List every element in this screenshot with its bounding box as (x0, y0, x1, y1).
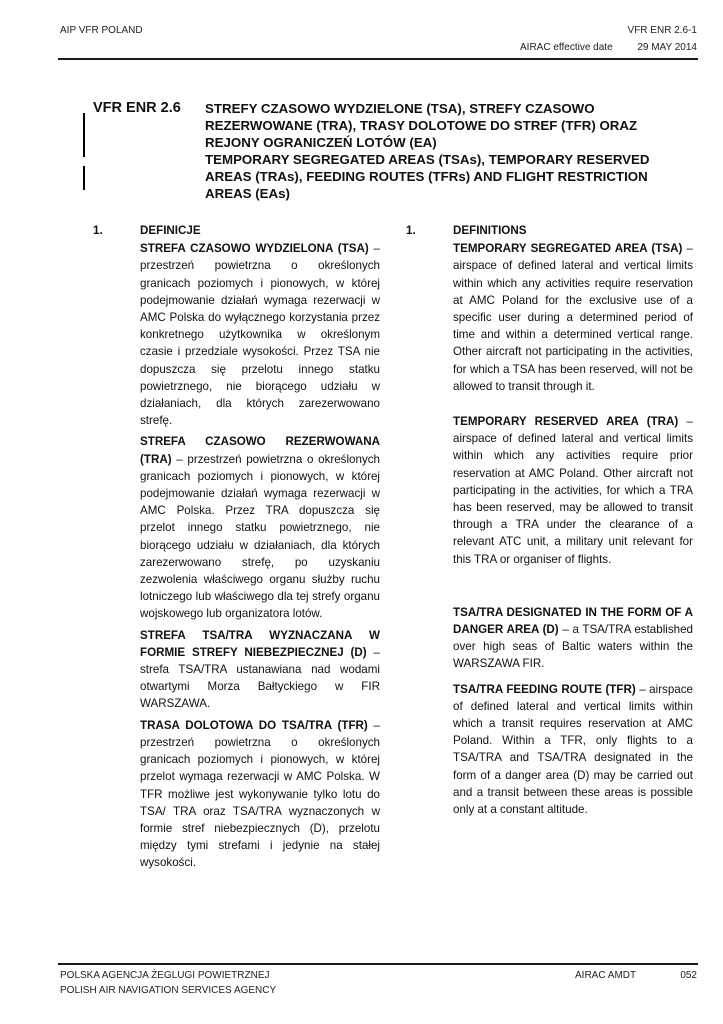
en-term: TEMPORARY SEGREGATED AREA (TSA) (453, 242, 683, 256)
header-code: VFR ENR 2.6-1 (627, 25, 697, 36)
pl-term: STREFA CZASOWO REZERWOWANA (TRA) (140, 435, 380, 466)
pl-definition (140, 433, 380, 622)
en-column (453, 222, 693, 822)
footer-rule (58, 963, 698, 965)
pl-text: – strefa TSA/TRA ustanawiana nad wodami otwartymi Morza Bałtyckiego w FIR WARSZAWA. (140, 645, 380, 711)
pl-definition (140, 240, 380, 429)
en-section-number: 1. (406, 224, 416, 237)
change-bar (83, 166, 85, 190)
pl-term: TRASA DOLOTOWA DO TSA/TRA (TFR) (140, 718, 368, 732)
section-title-pl: STREFY CZASOWO WYDZIELONE (TSA), STREFY CZASOWO REZERWOWANE (TRA), TRASY DOLOTOWE DO STREF (TFR) ORAZ REJONY OGRANICZEŃ LOTÓW (EA) (205, 101, 638, 150)
change-bar (83, 113, 85, 157)
pl-section-number: 1. (93, 224, 103, 237)
pl-term: STREFA TSA/TRA WYZNACZANA W FORMIE STREFY NIEBEZPIECZNEJ (D) (140, 628, 380, 659)
pl-term: STREFA CZASOWO WYDZIELONA (TSA) (140, 242, 369, 256)
footer-amdt-number: 052 (680, 970, 697, 981)
pl-heading: DEFINICJE (140, 224, 201, 237)
en-definition (453, 604, 693, 673)
en-definition (453, 240, 693, 395)
pl-text: – przestrzeń powietrzna o określonych granicach poziomych i pionowych, w której podejmowanie działań wymaga rezerwacji w AMC Polska. Przez TRA dopuszcza się przelot innego statku powietrznego, nie biorącego udziału w działaniach, dla których zarezerwowano strefę, po uzyskaniu zezwolenia właściwego organu służby ruchu lotniczego lub właściwego dla tej strefy organu wojskowego lub organizatora lotów. (140, 452, 380, 621)
header-date: 29 MAY 2014 (637, 42, 697, 53)
section-title (205, 100, 685, 202)
footer-org-pl: POLSKA AGENCJA ŻEGLUGI POWIETRZNEJ (60, 970, 270, 981)
footer-amdt-label: AIRAC AMDT (575, 970, 637, 981)
pl-definition (140, 717, 380, 872)
header-rule (58, 58, 698, 60)
en-definition (453, 413, 693, 568)
en-text: – airspace of defined lateral and vertical limits within which a transit requires reservation at AMC Poland. Within a TFR, only flights to a TSA/TRA and TSA/TRA designated in the form of a danger area (D) may be carried out and a transit between these areas is possible only at a constant altitude. (453, 682, 693, 817)
en-term: TSA/TRA DESIGNATED IN THE FORM OF A DANGER AREA (D) (453, 605, 693, 637)
pl-column (140, 222, 380, 876)
pl-text: – przestrzeń powietrzna o określonych granicach poziomych i pionowych, w której podejmowanie działań wymaga rezerwacji w AMC Polska do wyłącznego korzystania przez konkretnego użytkownika w określonym czasie i przedziale wysokości. Przez TSA nie dopuszcza się przelotu innego statku powietrznego, nie biorącego udziału w działaniach, dla których zarezerwowano strefę. (140, 242, 381, 428)
footer-org (60, 968, 276, 998)
en-term: TSA/TRA FEEDING ROUTE (TFR) (453, 682, 636, 696)
pl-text: – przestrzeń powietrzna o określonych granicach poziomych i pionowych, w której przelot wymaga rezerwacji w AMC Polska. W TFR możliwe jest wykonywanie tylko lotu do TSA/ TRA oraz TSA/TRA wyznaczonych w formie stref niebezpiecznych (D), przelotu między tymi strefami i jedynie na stałej wysokości. (140, 718, 381, 870)
en-text: – airspace of defined lateral and vertical limits within which any activities require reservation at AMC Poland for the exclusive use of a specific user during a determined period of time and within a determined vertical range. Other aircraft not participating in the activities, for which a TSA has been reserved, will not be allowed to transit through it. (453, 242, 694, 393)
en-heading: DEFINITIONS (453, 224, 527, 237)
en-text: – airspace of defined lateral and vertical limits within which any activities require prior reservation at AMC Poland. Other aircraft not participating in the activities, for which a TRA has been reserved, may be allowed to transit through a TRA under the clearance of a relevant ATC unit, a military unit relevant for this TRA or organiser of flights. (453, 415, 693, 566)
footer-org-en: POLISH AIR NAVIGATION SERVICES AGENCY (60, 985, 277, 996)
en-text: – a TSA/TRA established over high seas of Baltic waters within the WARSZAWA FIR. (453, 623, 693, 671)
section-code: VFR ENR 2.6 (93, 100, 181, 116)
section-title-en: TEMPORARY SEGREGATED AREAS (TSAs), TEMPORARY RESERVED AREAS (TRAs), FEEDING ROUTES (TFRs) AND FLIGHT RESTRICTION AREAS (EAs) (205, 152, 650, 201)
header-date-label: AIRAC effective date (520, 42, 613, 53)
en-definition (453, 681, 693, 819)
pl-definition (140, 627, 380, 713)
header-left: AIP VFR POLAND (60, 25, 143, 36)
en-term: TEMPORARY RESERVED AREA (TRA) (453, 415, 679, 429)
